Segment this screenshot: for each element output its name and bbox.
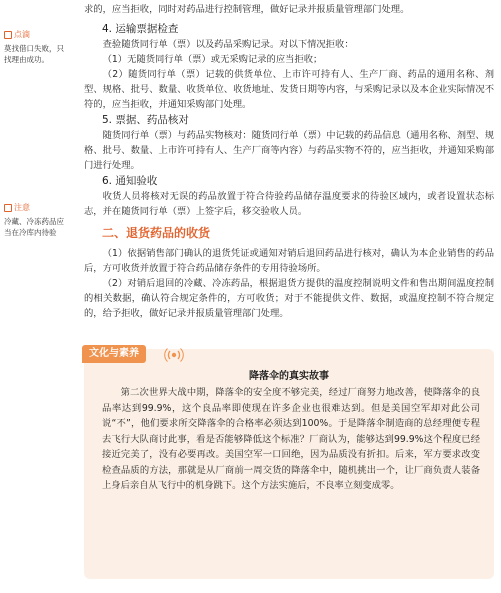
tip-tag xyxy=(4,29,30,40)
section-4-intro: 查验随货同行单（票）以及药品采购记录。对以下情况拒收： xyxy=(102,39,354,50)
caution-note xyxy=(4,195,68,238)
caution-tag xyxy=(4,202,30,213)
signal-icon xyxy=(164,345,184,365)
section-5-title: 5. 票据、药品核对 xyxy=(102,114,189,126)
tip-note xyxy=(4,22,68,65)
section-4-item-1: （1）无随货同行单（票）或无采购记录的应当拒收； xyxy=(102,54,323,65)
part-2-paragraph-2: （2）对销后退回的冷藏、冷冻药品，根据退货方提供的温度控制说明文件和售出期间温度控制的相关数据，确认符合规定条件的，方可收货；对于不能提供文件、数据，或温度控制不符合规定的，给予拒收，做好记录并报质量管理部门处理。 xyxy=(84,278,494,319)
section-4-title: 4. 运输票据检查 xyxy=(102,23,179,35)
paragraph-top: 求的，应当拒收，同时对药品进行控制管理，做好记录并报质量管理部门处理。 xyxy=(84,4,410,15)
caution-text: 冷藏、冷冻药品应当在冷库内待验 xyxy=(4,217,64,237)
culture-box-title: 降落伞的真实故事 xyxy=(249,371,329,382)
culture-box-text: 第二次世界大战中期，降落伞的安全度不够完美，经过厂商努力地改善，使降落伞的良品率达到99.9%，这个良品率即使现在许多企业也很难达到。但是美国空军却对此公司说“不”，他们要求所交降落伞的合格率必须达到100%。于是降落伞制造商的总经理便专程去飞行大队商讨此事，看是否能够降低这个标准？厂商认为，能够达到99.9%这个程度已经接近完美了，没有必要再改。美国空军一口回绝，因为品质没有折扣。后来，军方要求改变检查品质的方法，那就是从厂商前一周交货的降落伞中，随机挑出一个，让厂商负责人装备上身后亲自从飞行中的机身跳下。这个方法实施后，不良率立刻变成零。 xyxy=(102,387,480,491)
culture-box xyxy=(84,349,494,579)
part-2-title: 二、退货药品的收货 xyxy=(102,226,211,240)
section-5-text: 随货同行单（票）与药品实物核对：随货同行单（票）中记载的药品信息（通用名称、剂型、规格、批号、数量、上市许可持有人、生产厂商等内容）与药品实物不符的，应当拒收，并通知采购部门进行处理。 xyxy=(84,130,494,171)
tip-icon xyxy=(4,31,12,39)
section-6-title: 6. 通知验收 xyxy=(102,175,158,187)
section-4-item-2: （2）随货同行单（票）记载的供货单位、上市许可持有人、生产厂商、药品的通用名称、剂型、规格、批号、数量、收货单位、收货地址、发货日期等内容，与采购记录以及本企业实际情况不符的，应当拒收，并通知采购部门处理。 xyxy=(84,69,494,110)
tip-text: 莫找借口失败，只找理由成功。 xyxy=(4,44,64,64)
tip-tag-label: 点滴 xyxy=(14,30,30,39)
part-2-paragraph-1: （1）依据销售部门确认的退货凭证或通知对销后退回药品进行核对，确认为本企业销售的药品后，方可收货并放置于符合药品储存条件的专用待验场所。 xyxy=(84,248,494,274)
culture-box-label: 文化与素养 xyxy=(82,345,146,363)
caution-tag-label: 注意 xyxy=(14,203,30,212)
main-content xyxy=(84,0,494,321)
caution-icon xyxy=(4,204,12,212)
section-6-text: 收货人员将核对无误的药品放置于符合待验药品储存温度要求的待验区域内，或者设置状态标志，并在随货同行单（票）上签字后，移交验收人员。 xyxy=(84,191,494,217)
